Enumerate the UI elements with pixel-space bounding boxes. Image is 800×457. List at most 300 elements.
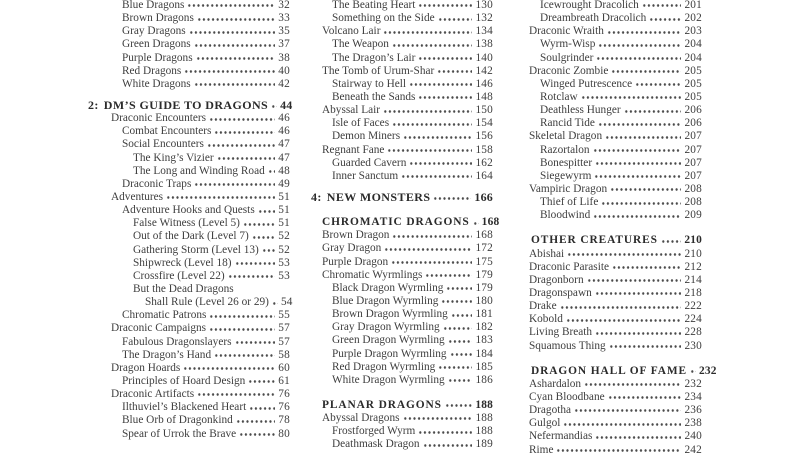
toc-entry-label: Frostforged Wyrm [332,425,416,438]
toc-entry [529,130,702,143]
toc-entry [133,152,290,165]
toc-page-number: 234 [684,390,702,403]
dot-leader [392,117,472,126]
toc-entry-label: But the Dead Dragons [133,282,234,295]
toc-entry [122,78,290,91]
toc-page-number: 164 [475,169,493,182]
toc-entry [540,104,702,117]
toc-entry-label: CHROMATIC DRAGONS [322,216,470,229]
toc-entry [122,309,290,322]
dot-leader [183,362,275,371]
dot-leader [217,152,276,161]
toc-page-number: 54 [280,296,293,309]
toc-entry-label: Dreambreath Dracolich [540,12,647,25]
toc-entry [122,12,290,25]
toc-entry-label: Bloodwind [540,209,591,222]
toc-page-number: 236 [684,404,702,417]
toc-page-number: 179 [475,281,493,294]
dot-leader [272,296,278,305]
toc-page-number: 183 [475,334,493,347]
toc-entry-label: Purple Dragon Wyrmling [332,347,447,360]
toc-page-number: 78 [278,414,290,427]
toc-entry [332,425,493,438]
toc-entry-label: Isle of Faces [332,117,390,130]
toc-entry-label: Dragonspawn [529,286,592,299]
toc-page-number: 60 [278,361,290,374]
toc-entry-label: Gray Dragon Wyrmling [332,321,440,334]
toc-chapter-heading [88,97,293,112]
dot-leader [566,313,682,322]
toc-page-number: 189 [475,438,493,451]
toc-page-number: 46 [278,112,290,125]
toc-entry-label: NEW MONSTERS [326,189,431,204]
toc-page-number: 52 [278,230,290,243]
toc-entry-label: Volcano Lair [322,25,381,38]
toc-entry-label: Dragotha [529,404,572,417]
toc-entry-label: The King’s Vizier [133,151,214,164]
toc-entry [122,0,290,12]
dot-leader [194,38,276,47]
toc-entry [332,361,493,374]
toc-page-number: 142 [475,64,493,77]
toc-entry-label: Combat Encounters [122,125,212,138]
chapter-number: 2: [88,97,99,112]
toc-entry [332,321,493,334]
toc-entry-label: Black Dragon Wyrmling [332,281,444,294]
toc-page-number: 240 [684,430,702,443]
toc-entry [322,242,493,255]
dot-leader [423,438,473,447]
toc-page-number: 53 [278,256,290,269]
toc-entry-label: Winged Putrescence [540,77,633,90]
toc-entry [122,401,290,414]
toc-page-number: 204 [684,51,702,64]
toc-entry-label: Draconic Artifacts [111,388,195,401]
toc-page-number: 146 [475,77,493,90]
dot-leader [584,378,681,387]
dot-leader [438,12,473,21]
toc-entry [122,52,290,65]
toc-page-number: 222 [684,300,702,313]
dot-leader [418,52,472,61]
dot-leader [437,65,472,74]
dot-leader [166,191,275,200]
toc-entry-label: Brown Dragon Wyrmling [332,308,448,321]
toc-entry [122,414,290,427]
dot-leader [187,0,275,8]
toc-page-number: 206 [684,117,702,130]
toc-page-number: 35 [278,25,290,38]
toc-page-number: 210 [684,234,702,247]
dot-leader [556,444,681,453]
dot-leader [601,196,681,205]
toc-entry [122,25,290,38]
toc-entry [529,183,702,196]
toc-entry [133,230,290,243]
toc-page-number: 148 [475,90,493,103]
toc-entry-label: Something on the Side [332,12,435,25]
toc-page-number: 202 [684,12,702,25]
dot-leader [593,144,682,153]
toc-page-number: 150 [475,104,493,117]
toc-entry [529,404,702,417]
toc-page-number: 51 [278,217,290,230]
toc-page-number: 181 [475,308,493,321]
toc-entry [529,65,702,78]
dot-leader [610,183,681,192]
toc-entry [540,52,702,65]
toc-page-number: 33 [278,12,290,25]
toc-entry-label: DM’S GUIDE TO DRAGONS [103,97,269,112]
toc-page-number: 140 [475,51,493,64]
dot-leader [563,417,681,426]
dot-leader [249,401,275,410]
toc-entry [122,349,290,362]
toc-entry-label: Rotclaw [540,90,578,103]
toc-page-number: 57 [278,335,290,348]
toc-entry-label: DRAGON HALL OF FAME [531,364,687,377]
dot-leader [243,217,275,226]
toc-entry [540,196,702,209]
toc-entry-label: Purple Dragon [322,255,389,268]
toc-entry [322,65,493,78]
dot-leader [209,322,275,331]
toc-entry-label: Squamous Thing [529,339,606,352]
toc-entry [122,375,290,388]
toc-page-number: 156 [475,130,493,143]
toc-entry-label: Beneath the Sands [332,90,416,103]
toc-section-heading [322,399,493,412]
toc-entry-label: PLANAR DRAGONS [322,398,442,411]
toc-entry-label: The Dragon’s Hand [122,348,212,361]
toc-entry-label: Rime [529,443,554,456]
toc-page-number: 57 [278,322,290,335]
toc-entry-label: Razortalon [540,143,590,156]
toc-page-number: 205 [684,90,702,103]
toc-entry-label: Social Encounters [122,138,204,151]
toc-entry [145,296,293,309]
toc-entry [122,125,290,138]
toc-entry-label: Brown Dragons [122,12,194,25]
toc-page-number: 218 [684,286,702,299]
toc-page-number: 37 [278,38,290,51]
toc-entry-label: Fabulous Dragonslayers [122,335,232,348]
dot-leader [248,375,275,384]
toc-entry [122,336,290,349]
dot-leader [595,430,681,439]
dot-leader [605,130,681,139]
toc-entry-label: Deathless Hunger [540,104,621,117]
toc-section-heading [322,216,500,229]
dot-leader [624,104,682,113]
toc-entry-label: Red Dragons [122,64,182,77]
dot-leader [445,399,472,408]
toc-page-number: 47 [278,138,290,151]
toc-entry-label: Cyan Bloodbane [529,390,605,403]
toc-entry-label: Crossfire (Level 22) [133,269,225,282]
toc-page-number: 76 [278,401,290,414]
toc-page-number: 207 [684,143,702,156]
toc-page-number: 55 [278,309,290,322]
toc-entry-label: Principles of Hoard Design [122,374,246,387]
dot-leader [642,0,682,8]
dot-leader [258,204,276,213]
toc-page-number: 61 [278,374,290,387]
toc-entry [122,138,290,151]
toc-page-number: 208 [684,182,702,195]
toc-entry [322,229,493,242]
toc-entry [529,378,702,391]
toc-page-number: 42 [278,77,290,90]
toc-entry [122,204,290,217]
toc-page-number: 238 [684,417,702,430]
toc-entry [529,287,702,300]
dot-leader [196,52,276,61]
toc-entry [322,144,493,157]
dot-leader [391,256,472,265]
toc-entry [540,144,702,157]
toc-entry-label: The Long and Winding Road [133,164,265,177]
toc-entry [111,191,290,204]
toc-page-number: 51 [278,190,290,203]
dot-leader [403,412,473,421]
dot-leader [607,25,682,34]
toc-page-number: 207 [684,130,702,143]
toc-entry [529,430,702,443]
toc-entry-label: Bonespitter [540,156,593,169]
toc-entry [332,130,493,143]
dot-leader [207,138,275,147]
toc-page-number: 51 [278,204,290,217]
toc-entry [122,65,290,78]
dot-leader [252,230,276,239]
toc-entry [133,217,290,230]
toc-entry-label: Dragonborn [529,273,584,286]
toc-entry-label: Spear of Urrok the Brave [122,427,237,440]
toc-page-number: 47 [278,151,290,164]
dot-leader [661,234,681,243]
toc-entry-label: Gulgol [529,417,561,430]
toc-entry-label: The Weapon [332,38,389,51]
toc-page-number: 175 [475,255,493,268]
toc-page-number: 201 [684,0,702,11]
toc-entry-label: Thief of Life [540,196,599,209]
dot-leader [214,349,275,358]
toc-entry-label: Red Dragon Wyrmling [332,360,436,373]
toc-page-number: 208 [684,196,702,209]
toc-entry [540,38,702,51]
toc-entry [540,157,702,170]
dot-leader [418,0,472,8]
dot-leader [443,321,473,330]
toc-entry-label: Drake [529,300,557,313]
dot-leader [581,91,682,100]
dot-leader [473,216,479,225]
toc-page-number: 44 [280,97,293,112]
toc-entry-label: Draconic Campaigns [111,322,207,335]
toc-entry-label: Vampiric Dragon [529,182,608,195]
toc-entry [529,25,702,38]
toc-page-number: 207 [684,169,702,182]
dot-leader [450,348,473,357]
dot-leader [383,104,472,113]
toc-entry [322,104,493,117]
toc-entry-label: Adventures [111,190,164,203]
dot-leader [409,157,472,166]
toc-entry-label: Abyssal Lair [322,104,381,117]
toc-entry-label: Guarded Cavern [332,156,407,169]
dot-leader [560,300,682,309]
dot-leader [587,274,682,283]
toc-entry-label: Ilthuviel’s Blackened Heart [122,401,247,414]
toc-chapter-heading [311,191,493,204]
toc-entry [332,157,493,170]
toc-entry [540,170,702,183]
dot-leader [433,192,471,201]
toc-entry-label: Chromatic Patrons [122,309,207,322]
toc-page-number: 205 [684,64,702,77]
dot-leader [235,257,276,266]
toc-entry [133,283,290,296]
dot-leader [612,261,681,270]
toc-page-number: 130 [475,0,493,11]
toc-page-number: 210 [684,247,702,260]
toc-page-number: 76 [278,388,290,401]
toc-entry [133,165,290,178]
toc-entry-label: Abyssal Dragons [322,412,400,425]
toc-page-number: 209 [684,209,702,222]
dot-leader [236,414,276,423]
toc-page-number: 53 [278,269,290,282]
toc-entry [111,322,290,335]
toc-entry-label: Purple Dragons [122,51,193,64]
dot-leader [235,336,276,345]
toc-page-number: 40 [278,64,290,77]
toc-page-number: 185 [475,360,493,373]
dot-leader [194,178,275,187]
dot-leader [194,78,276,87]
toc-entry [529,313,702,326]
toc-entry [529,417,702,430]
toc-entry [332,295,493,308]
toc-column-left [88,0,293,441]
toc-entry [332,308,493,321]
dot-leader [387,144,472,153]
toc-page-number: 212 [684,260,702,273]
toc-entry [332,282,493,295]
toc-column-middle [311,0,500,452]
dot-leader [184,65,275,74]
toc-entry-label: Brown Dragon [322,229,390,242]
toc-page-number: 80 [278,427,290,440]
dot-leader [598,38,681,47]
toc-page-number: 232 [699,364,717,377]
toc-entry [111,388,290,401]
toc-entry-label: Draconic Traps [122,177,192,190]
toc-page-number: 214 [684,273,702,286]
toc-page-number: 188 [475,398,493,411]
toc-entry-label: Green Dragons [122,38,191,51]
toc-page-number: 172 [475,242,493,255]
toc-page-number: 184 [475,347,493,360]
toc-entry [332,12,493,25]
toc-page-number: 132 [475,12,493,25]
toc-entry-label: Living Breath [529,326,593,339]
dot-leader [448,334,473,343]
dot-leader [384,242,472,251]
dot-leader [608,391,682,400]
dot-leader [392,38,473,47]
toc-page-number: 49 [278,177,290,190]
toc-entry [529,300,702,313]
dot-leader [189,25,276,34]
toc-entry-label: Blue Dragon Wyrmling [332,294,439,307]
toc-entry-label: Shipwreck (Level 18) [133,256,232,269]
toc-entry [122,428,290,441]
toc-page-number: 242 [684,443,702,456]
toc-entry-label: Regnant Fane [322,143,385,156]
dot-leader [214,125,275,134]
dot-leader [595,326,681,335]
toc-entry-label: Draconic Parasite [529,260,609,273]
toc-page-number: 48 [278,164,290,177]
toc-page-number: 158 [475,143,493,156]
toc-entry-label: Gray Dragons [122,25,186,38]
dot-leader [239,428,275,437]
toc-entry [540,91,702,104]
toc-section-heading [531,364,717,378]
toc-page-number: 138 [475,38,493,51]
toc-entry-label: Icewrought Dracolich [540,0,639,11]
toc-entry-label: Siegewyrm [540,169,592,182]
toc-entry-label: Gray Dragon [322,242,382,255]
toc-entry-label: Kobold [529,313,563,326]
toc-page-number: 206 [684,104,702,117]
toc-entry [111,362,290,375]
toc-page-number: 154 [475,117,493,130]
toc-entry-label: Soulgrinder [540,51,594,64]
toc-entry [111,112,290,125]
dot-leader [649,12,681,21]
toc-page-number: 182 [475,321,493,334]
dot-leader [441,295,472,304]
toc-entry [332,374,493,387]
toc-entry-label: Deathmask Dragon [332,438,420,451]
dot-leader [594,170,681,179]
toc-entry-label: Gathering Storm (Level 13) [133,243,259,256]
toc-page-number: 203 [684,25,702,38]
toc-entry [529,444,702,457]
dot-leader [438,361,472,370]
dot-leader [635,78,681,87]
toc-page-number: 38 [278,51,290,64]
dot-leader [401,170,472,179]
toc-entry-label: The Tomb of Urum-Shar [322,64,435,77]
toc-entry [540,12,702,25]
toc-entry [529,261,702,274]
dot-leader [209,112,275,121]
toc-page-number: 204 [684,38,702,51]
toc-entry [322,269,493,282]
toc-entry-label: Draconic Encounters [111,112,207,125]
chapter-number: 4: [311,189,322,204]
toc-page-number: 134 [475,25,493,38]
toc-page-number: 52 [278,243,290,256]
toc-page-number: 228 [684,326,702,339]
toc-page-number: 224 [684,313,702,326]
toc-page-number: 162 [475,156,493,169]
toc-entry-label: Draconic Wraith [529,25,604,38]
